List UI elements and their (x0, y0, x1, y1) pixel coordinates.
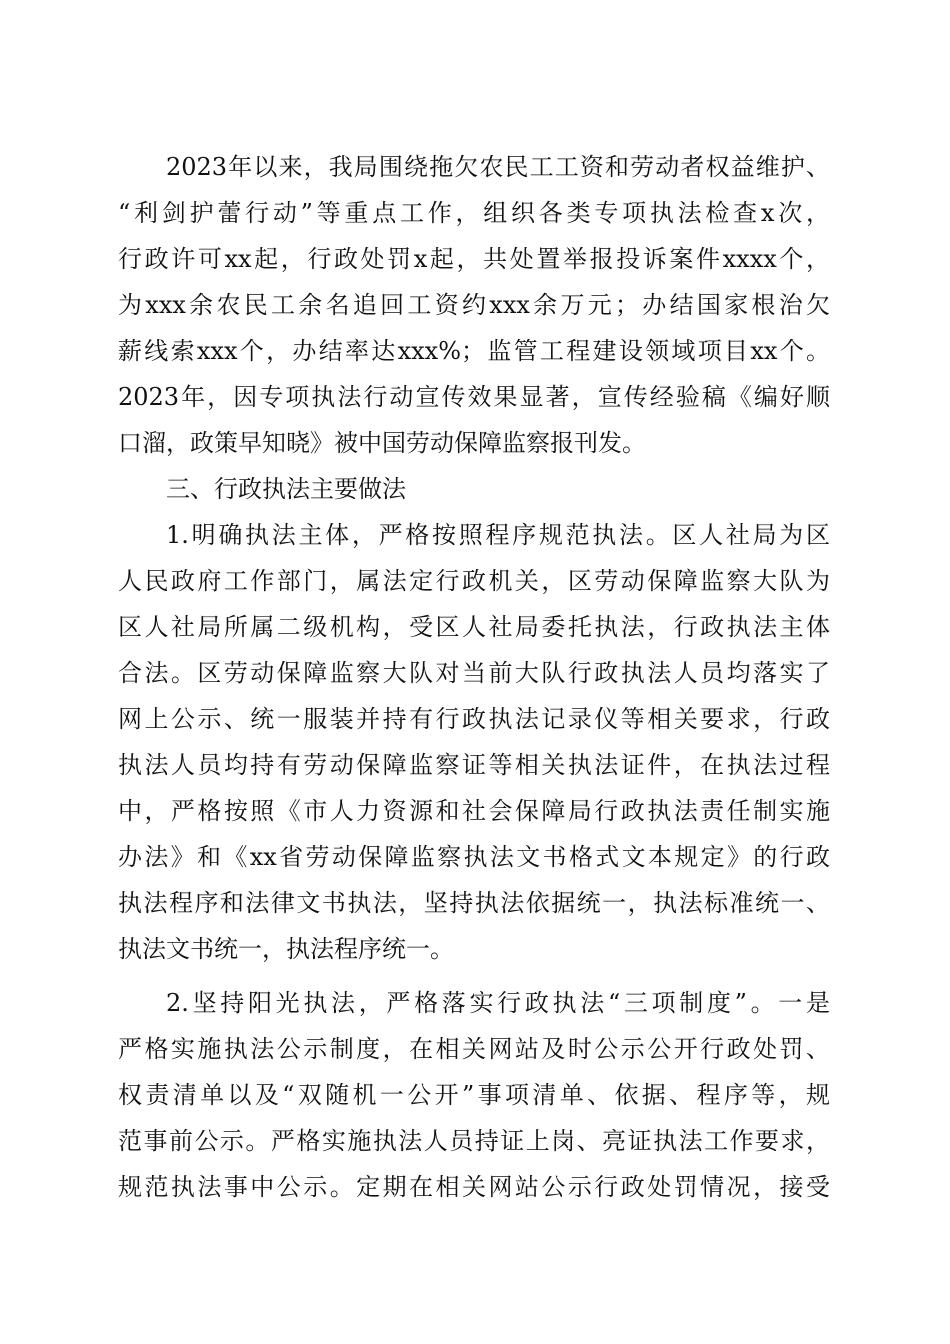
text-line: 执法人员均持有劳动保障监察证等相关执法证件，在执法过程 (118, 751, 830, 779)
text-line: 薪线索xxx个，办结率达xxx%；监管工程建设领域项目xx个。 (118, 337, 830, 365)
text-line: 行政许可xx起，行政处罚x起，共处置举报投诉案件xxxx个， (118, 245, 830, 273)
text-line: 2.坚持阳光执法，严格落实行政执法“三项制度”。一是 (166, 989, 830, 1017)
text-line: 口溜，政策早知晓》被中国劳动保障监察报刊发。 (118, 429, 646, 457)
text-line: 2023年以来，我局围绕拖欠农民工工资和劳动者权益维护、 (166, 153, 830, 181)
text-line: 中，严格按照《市人力资源和社会保障局行政执法责任制实施 (118, 797, 830, 825)
text-line: 规范执法事中公示。定期在相关网站公示行政处罚情况，接受 (118, 1173, 830, 1201)
text-line: 人民政府工作部门，属法定行政机关，区劳动保障监察大队为 (118, 567, 830, 595)
text-line: 为xxx余农民工余名追回工资约xxx余万元；办结国家根治欠 (118, 291, 830, 319)
text-line: 区人社局所属二级机构，受区人社局委托执法，行政执法主体 (118, 613, 830, 641)
text-line: 执法程序和法律文书执法，坚持执法依据统一，执法标准统一、 (118, 889, 830, 917)
text-line: 1.明确执法主体，严格按照程序规范执法。区人社局为区 (166, 521, 830, 549)
text-line: 2023年，因专项执法行动宣传效果显著，宣传经验稿《编好顺 (118, 383, 830, 411)
document-body (118, 144, 830, 1210)
text-line: 权责清单以及“双随机一公开”事项清单、依据、程序等，规 (118, 1081, 830, 1109)
text-line: 网上公示、统一服装并持有行政执法记录仪等相关要求，行政 (118, 705, 830, 733)
paragraph-gap (118, 972, 830, 980)
paragraph-enforcement-subject (118, 512, 830, 972)
text-line: “利剑护蕾行动”等重点工作，组织各类专项执法检查x次， (118, 199, 830, 227)
section-heading: 三、行政执法主要做法 (166, 475, 406, 503)
paragraph-summary (118, 144, 830, 466)
text-line: 办法》和《xx省劳动保障监察执法文书格式文本规定》的行政 (118, 843, 830, 871)
text-line: 严格实施执法公示制度，在相关网站及时公示公开行政处罚、 (118, 1035, 830, 1063)
text-line: 合法。区劳动保障监察大队对当前大队行政执法人员均落实了 (118, 659, 830, 687)
text-line: 范事前公示。严格实施执法人员持证上岗、亮证执法工作要求， (118, 1127, 830, 1155)
text-line: 执法文书统一，执法程序统一。 (118, 935, 454, 963)
paragraph-sunshine-enforcement (118, 980, 830, 1210)
